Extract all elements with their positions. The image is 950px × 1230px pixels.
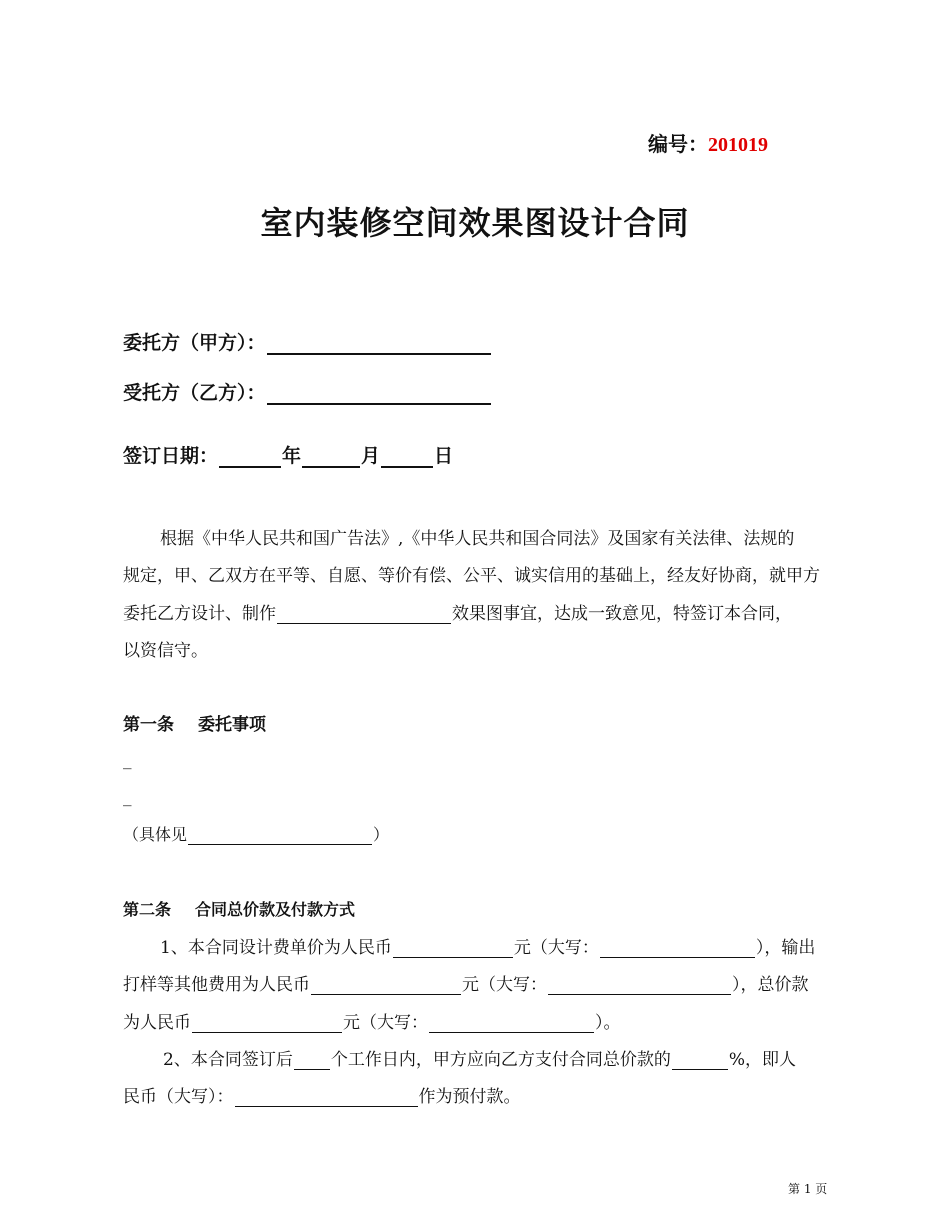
total-price-capital-blank[interactable] (429, 1014, 594, 1033)
article-1-detail-start: （具体见 (123, 825, 188, 844)
year-label: 年 (282, 445, 302, 467)
total-price-blank[interactable] (192, 1014, 342, 1033)
document-title: 室内装修空间效果图设计合同 (260, 204, 690, 242)
month-blank[interactable] (302, 446, 360, 468)
other-fee-capital-blank[interactable] (548, 976, 731, 995)
detail-reference-blank[interactable] (188, 827, 372, 845)
contract-number (648, 128, 768, 157)
party-b-line (123, 378, 492, 405)
prepay-text-middle: 个工作日内，甲方应向乙方支付合同总价款的 (330, 1050, 671, 1070)
sign-date-line (123, 441, 453, 468)
prepay-capital-blank[interactable] (235, 1088, 418, 1107)
other-fee-text: 打样等其他费用为人民币 (123, 975, 310, 995)
design-fee-blank[interactable] (393, 939, 513, 958)
other-fee-blank[interactable] (311, 976, 461, 995)
article-1-number: 第一条 (123, 715, 174, 735)
article-1-title: 委托事项 (198, 715, 266, 735)
page-number: 第 1 页 (788, 1182, 828, 1196)
preamble-line-3 (123, 599, 792, 624)
contract-number-label: 编号： (648, 132, 708, 156)
other-fee-capital-label: 元（大写： (462, 975, 547, 995)
day-blank[interactable] (381, 446, 433, 468)
workdays-blank[interactable] (294, 1051, 330, 1070)
prepay-text-end: %，即人 (728, 1050, 796, 1070)
design-fee-tail: ），输出 (755, 938, 816, 958)
article-1-dash-1: _ (123, 750, 132, 770)
party-a-line (123, 328, 492, 355)
prepay-capital-label: 民币（大写）： (123, 1087, 234, 1107)
article-2-title: 合同总价款及付款方式 (195, 900, 356, 919)
design-fee-capital-blank[interactable] (600, 939, 755, 958)
preamble-line-1: 根据《中华人民共和国广告法》,《中华人民共和国合同法》及国家有关法律、法规的 (160, 529, 795, 549)
party-b-blank[interactable] (267, 383, 491, 405)
prepay-tail: 作为预付款。 (418, 1087, 521, 1107)
design-fee-text: 1、本合同设计费单价为人民币 (160, 938, 392, 958)
total-price-capital-label: 元（大写： (343, 1013, 428, 1033)
sign-date-label: 签订日期： (123, 445, 219, 467)
article-2-p1-line-3 (123, 1008, 621, 1033)
article-2-heading (123, 897, 355, 920)
article-2-number: 第二条 (123, 900, 172, 919)
party-a-blank[interactable] (267, 333, 491, 355)
party-a-label: 委托方（甲方）： (123, 332, 266, 354)
party-b-label: 受托方（乙方）： (123, 382, 266, 404)
article-2-p1-line-2 (123, 970, 809, 995)
day-label: 日 (434, 445, 454, 467)
article-1-heading (123, 710, 266, 735)
preamble-line-3-start: 委托乙方设计、制作 (123, 604, 276, 624)
design-fee-capital-label: 元（大写： (513, 938, 599, 958)
article-2-p1-line-1 (160, 933, 815, 958)
year-blank[interactable] (219, 446, 281, 468)
article-2-p2-line-2 (123, 1082, 521, 1107)
month-label: 月 (361, 445, 381, 467)
article-1-dash-2: _ (123, 787, 132, 807)
article-1-detail (123, 822, 389, 845)
percent-blank[interactable] (672, 1051, 728, 1070)
preamble-line-3-end: 效果图事宜，达成一致意见，特签订本合同， (452, 604, 792, 624)
article-1-detail-end: ） (373, 825, 390, 844)
preamble-line-4: 以资信守。 (123, 641, 208, 661)
prepay-text-start: 2、本合同签订后 (163, 1050, 293, 1070)
total-price-text: 为人民币 (123, 1013, 191, 1033)
contract-number-value: 201019 (708, 134, 768, 156)
preamble-line-2: 规定，甲、乙双方在平等、自愿、等价有偿、公平、诚实信用的基础上，经友好协商，就甲方 (123, 566, 820, 586)
total-price-tail: ）。 (595, 1013, 621, 1033)
article-2-p2-line-1 (163, 1045, 796, 1070)
other-fee-tail: ），总价款 (732, 975, 809, 995)
effect-drawing-blank[interactable] (277, 605, 451, 624)
